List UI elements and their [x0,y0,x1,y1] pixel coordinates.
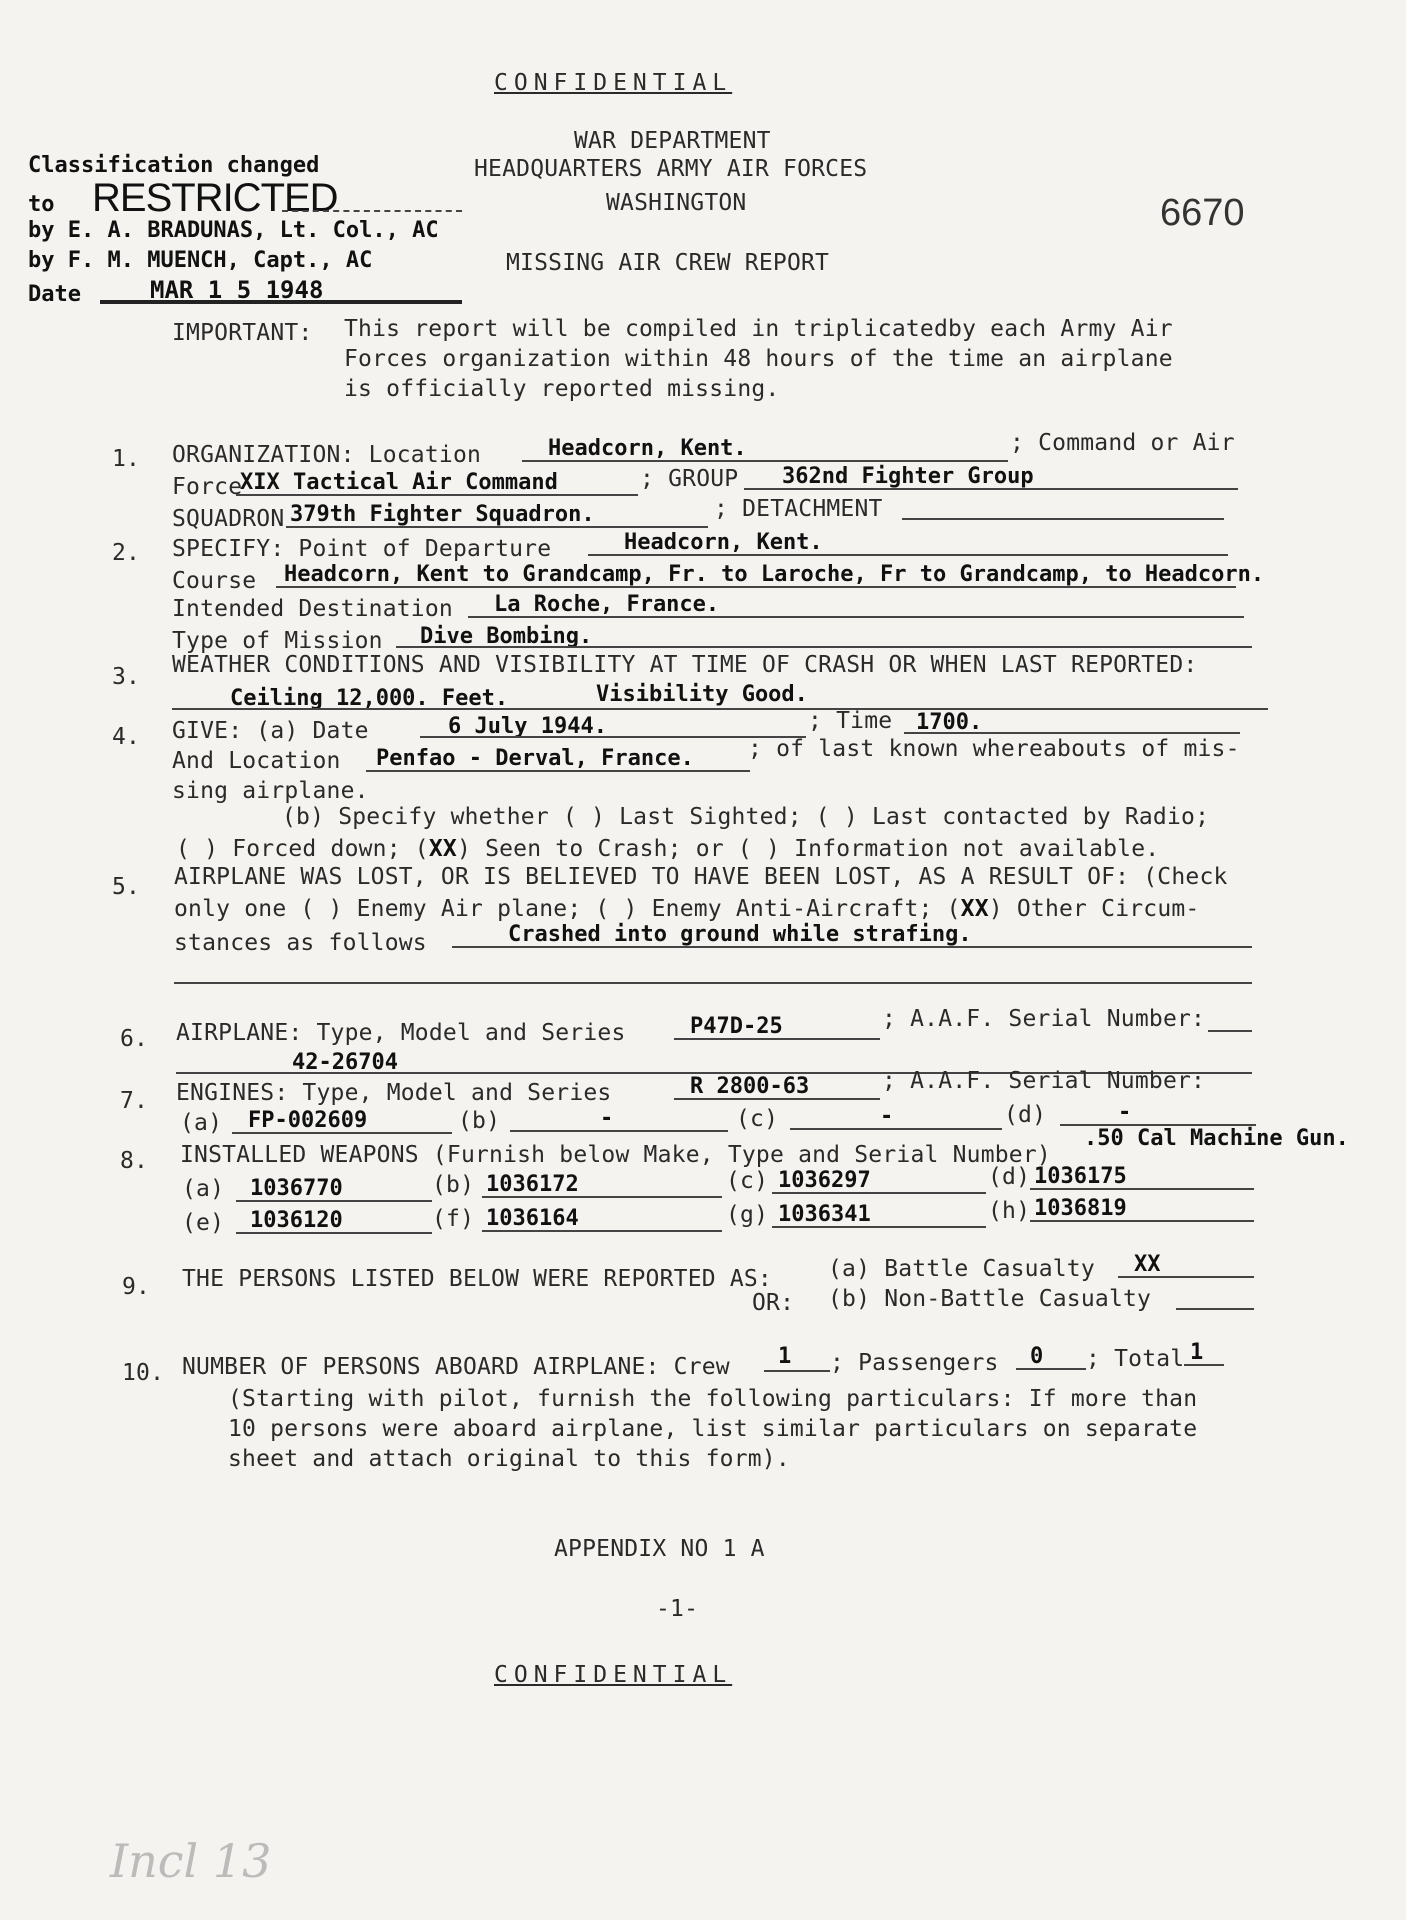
s10-num: 10. [122,1360,165,1386]
s7-a: FP-002609 [248,1108,368,1133]
s10-crew-line [764,1370,830,1372]
s10-total-line [1184,1364,1224,1366]
s2-mission: Dive Bombing. [420,624,593,649]
s8-item-value: 1036297 [778,1168,871,1193]
classification-bottom: CONFIDENTIAL [494,1662,733,1688]
s5-extra-rule [174,982,1252,984]
s3-label: WEATHER CONDITIONS AND VISIBILITY AT TIME OF CRASH OR WHEN LAST REPORTED: [172,652,1198,678]
s5-mark: XX [960,896,989,922]
appendix: APPENDIX NO 1 A [554,1536,765,1562]
s2-course-label: Course [172,568,257,594]
s4-num: 4. [112,724,141,750]
s1-group-line [744,488,1238,490]
s6-label: AIRPLANE: Type, Model and Series [176,1020,626,1046]
s1-num: 1. [112,446,141,472]
s8-item-label: (e) [182,1210,225,1236]
classification-top: CONFIDENTIAL [494,70,733,96]
s10-label: NUMBER OF PERSONS ABOARD AIRPLANE: Crew [182,1354,730,1380]
s1-cmd-label: ; Command or Air [1010,430,1235,456]
s7-b: - [600,1106,614,1131]
s10-crew: 1 [778,1344,792,1369]
s9-num: 9. [122,1274,151,1300]
s8-item-line-b [482,1196,722,1198]
s4-time-line [904,732,1240,734]
s2-num: 2. [112,540,141,566]
s2-mission-line [396,646,1252,648]
important-line3: is officially reported missing. [344,376,780,402]
s1-squadron-line [286,526,708,528]
s1-location-line [522,460,1008,462]
s2-course-line [276,586,1236,588]
s2-course: Headcorn, Kent to Grandcamp, Fr. to Laroche, Fr to Grandcamp, to Headcorn. [284,562,1265,587]
stamp-to-value: RESTRICTED [92,176,338,220]
s9-a-label: (a) Battle Casualty [828,1256,1095,1282]
stamp-date-line [100,300,462,304]
stamp-to-label: to [28,192,55,217]
s4-loc-tail2: sing airplane. [172,778,369,804]
s7-type: R 2800-63 [690,1074,810,1099]
s8-item-line-e [236,1232,432,1234]
s1-group: 362nd Fighter Group [782,464,1034,489]
s6-num: 6. [120,1026,149,1052]
page-title: MISSING AIR CREW REPORT [506,250,830,276]
s7-b-label: (b) [458,1108,501,1134]
s5-line2 [174,896,1199,922]
s10-total-label: ; Total [1086,1346,1185,1372]
s9-b-label: (b) Non-Battle Casualty [828,1286,1152,1312]
s8-weapon: .50 Cal Machine Gun. [1084,1126,1349,1151]
s7-serial-label: ; A.A.F. Serial Number: [882,1068,1206,1094]
s5-num: 5. [112,874,141,900]
s1-force: XIX Tactical Air Command [240,470,558,495]
s9-b-line [1176,1308,1254,1310]
s6-serial: 42-26704 [292,1050,398,1075]
s4-loc-label: And Location [172,748,341,774]
s7-d: - [1118,1100,1132,1125]
important-label: IMPORTANT: [172,320,313,346]
s1-sq-label: SQUADRON [172,506,285,532]
s2-departure-line [588,554,1228,556]
s6-type-line [674,1038,880,1040]
s1-group-label: ; GROUP [640,466,739,492]
s6-serial-label: ; A.A.F. Serial Number: [882,1006,1206,1032]
s8-item-label: (b) [432,1172,475,1198]
s10-total: 1 [1190,1340,1204,1365]
s10-line3: 10 persons were aboard airplane, list similar particulars on separate [228,1416,1198,1442]
city-title: WASHINGTON [606,190,747,216]
s1-det-line [902,518,1224,520]
s3-line [172,708,1268,710]
s5-line3-rule [452,946,1252,948]
s8-item-label: (d) [988,1164,1031,1190]
s4-time-label: ; Time [808,708,893,734]
s7-c-line [790,1128,1002,1130]
s4-b-line1: (b) Specify whether ( ) Last Sighted; ( ) Last contacted by Radio; [282,804,1210,830]
page-number: -1- [656,1596,699,1622]
s4-b-line2a: ( ) Forced down; ( [176,836,429,862]
s1-force-label: Force [172,474,243,500]
stamp-date-label: Date [28,282,81,307]
s8-item-label: (g) [726,1202,769,1228]
stamp-by2: by F. M. MUENCH, Capt., AC [28,248,373,273]
s9-label: THE PERSONS LISTED BELOW WERE REPORTED AS: [182,1266,772,1292]
s8-item-label: (f) [432,1206,475,1232]
s7-b-line [510,1130,728,1132]
s1-org-label: ORGANIZATION: Location [172,442,482,468]
s8-item-label: (h) [988,1198,1031,1224]
s7-a-label: (a) [180,1110,223,1136]
s8-item-label: (a) [182,1176,225,1202]
s8-item-value: 1036341 [778,1202,871,1227]
s4-location: Penfao - Derval, France. [376,746,694,771]
s8-item-value: 1036164 [486,1206,579,1231]
s9-a-mark: XX [1134,1252,1161,1277]
s7-type-line [674,1098,880,1100]
dept-title: WAR DEPARTMENT [574,128,771,154]
report-number: 6670 [1160,192,1245,234]
s7-num: 7. [120,1088,149,1114]
s1-det-label: ; DETACHMENT [714,496,883,522]
s4-b-line2 [176,836,1159,862]
stamp-to-line [282,210,462,212]
s7-c: - [880,1104,894,1129]
stamp-by1: by E. A. BRADUNAS, Lt. Col., AC [28,218,439,243]
s3-ceiling: Ceiling 12,000. Feet. [230,686,509,711]
s8-item-line-g [772,1226,986,1228]
s7-label: ENGINES: Type, Model and Series [176,1080,612,1106]
s8-item-value: 1036172 [486,1172,579,1197]
s7-c-label: (c) [736,1106,779,1132]
s8-item-value: 1036770 [250,1176,343,1201]
s1-location: Headcorn, Kent. [548,436,747,461]
important-line1: This report will be compiled in triplicatedby each Army Air [344,316,1173,342]
s8-item-line-c [772,1192,986,1194]
s8-item-label: (c) [726,1168,769,1194]
s8-num: 8. [120,1148,149,1174]
s1-force-line [236,494,638,496]
stamp-date-value: MAR 1 5 1948 [150,276,324,304]
s10-pass-line [1016,1368,1086,1370]
s9-or-label: OR: [752,1290,795,1316]
s2-mission-label: Type of Mission [172,628,383,654]
s2-destination: La Roche, France. [494,592,720,617]
s8-item-line-d [1030,1188,1254,1190]
s6-type: P47D-25 [690,1014,783,1039]
s1-squadron: 379th Fighter Squadron. [290,502,595,527]
s4-location-line [366,770,750,772]
s2-dep-label: SPECIFY: Point of Departure [172,536,552,562]
s8-item-line-h [1030,1220,1254,1222]
s5-circumstance: Crashed into ground while strafing. [508,922,972,947]
s5-line2b: ) Other Circum- [988,896,1200,922]
s6-serial-line-a [1208,1030,1252,1032]
s4-give-label: GIVE: (a) Date [172,718,369,744]
s4-time: 1700. [916,710,983,735]
s3-visibility: Visibility Good. [596,682,808,707]
s8-label: INSTALLED WEAPONS (Furnish below Make, Type and Serial Number) [180,1142,1051,1168]
s8-item-value: 1036819 [1034,1196,1127,1221]
s2-destination-line [468,616,1244,618]
s4-b-mark: XX [428,836,457,862]
s2-departure: Headcorn, Kent. [624,530,823,555]
important-line2: Forces organization within 48 hours of the time an airplane [344,346,1173,372]
handwritten-inclosure: Incl 13 [110,1834,272,1888]
s5-line2a: only one ( ) Enemy Air plane; ( ) Enemy Anti-Aircraft; ( [174,896,961,922]
s10-passengers: 0 [1030,1344,1044,1369]
s4-b-line2b: ) Seen to Crash; or ( ) Information not available. [456,836,1160,862]
s2-dest-label: Intended Destination [172,596,453,622]
s8-item-value: 1036175 [1034,1164,1127,1189]
s8-item-value: 1036120 [250,1208,343,1233]
s3-num: 3. [112,664,141,690]
s5-line1: AIRPLANE WAS LOST, OR IS BELIEVED TO HAVE BEEN LOST, AS A RESULT OF: (Check [174,864,1228,890]
s7-d-label: (d) [1004,1102,1047,1128]
s10-line2: (Starting with pilot, furnish the following particulars: If more than [228,1386,1198,1412]
s9-a-line [1118,1276,1254,1278]
s8-item-line-f [482,1230,722,1232]
s8-item-line-a [236,1200,432,1202]
s4-loc-tail: ; of last known whereabouts of mis- [748,736,1240,762]
s10-pass-label: ; Passengers [830,1350,999,1376]
stamp-line1: Classification changed [28,153,320,178]
s4-date: 6 July 1944. [448,714,607,739]
s7-a-line [232,1132,452,1134]
s5-line3: stances as follows [174,930,427,956]
hq-title: HEADQUARTERS ARMY AIR FORCES [474,156,868,182]
s10-line4: sheet and attach original to this form). [228,1446,790,1472]
